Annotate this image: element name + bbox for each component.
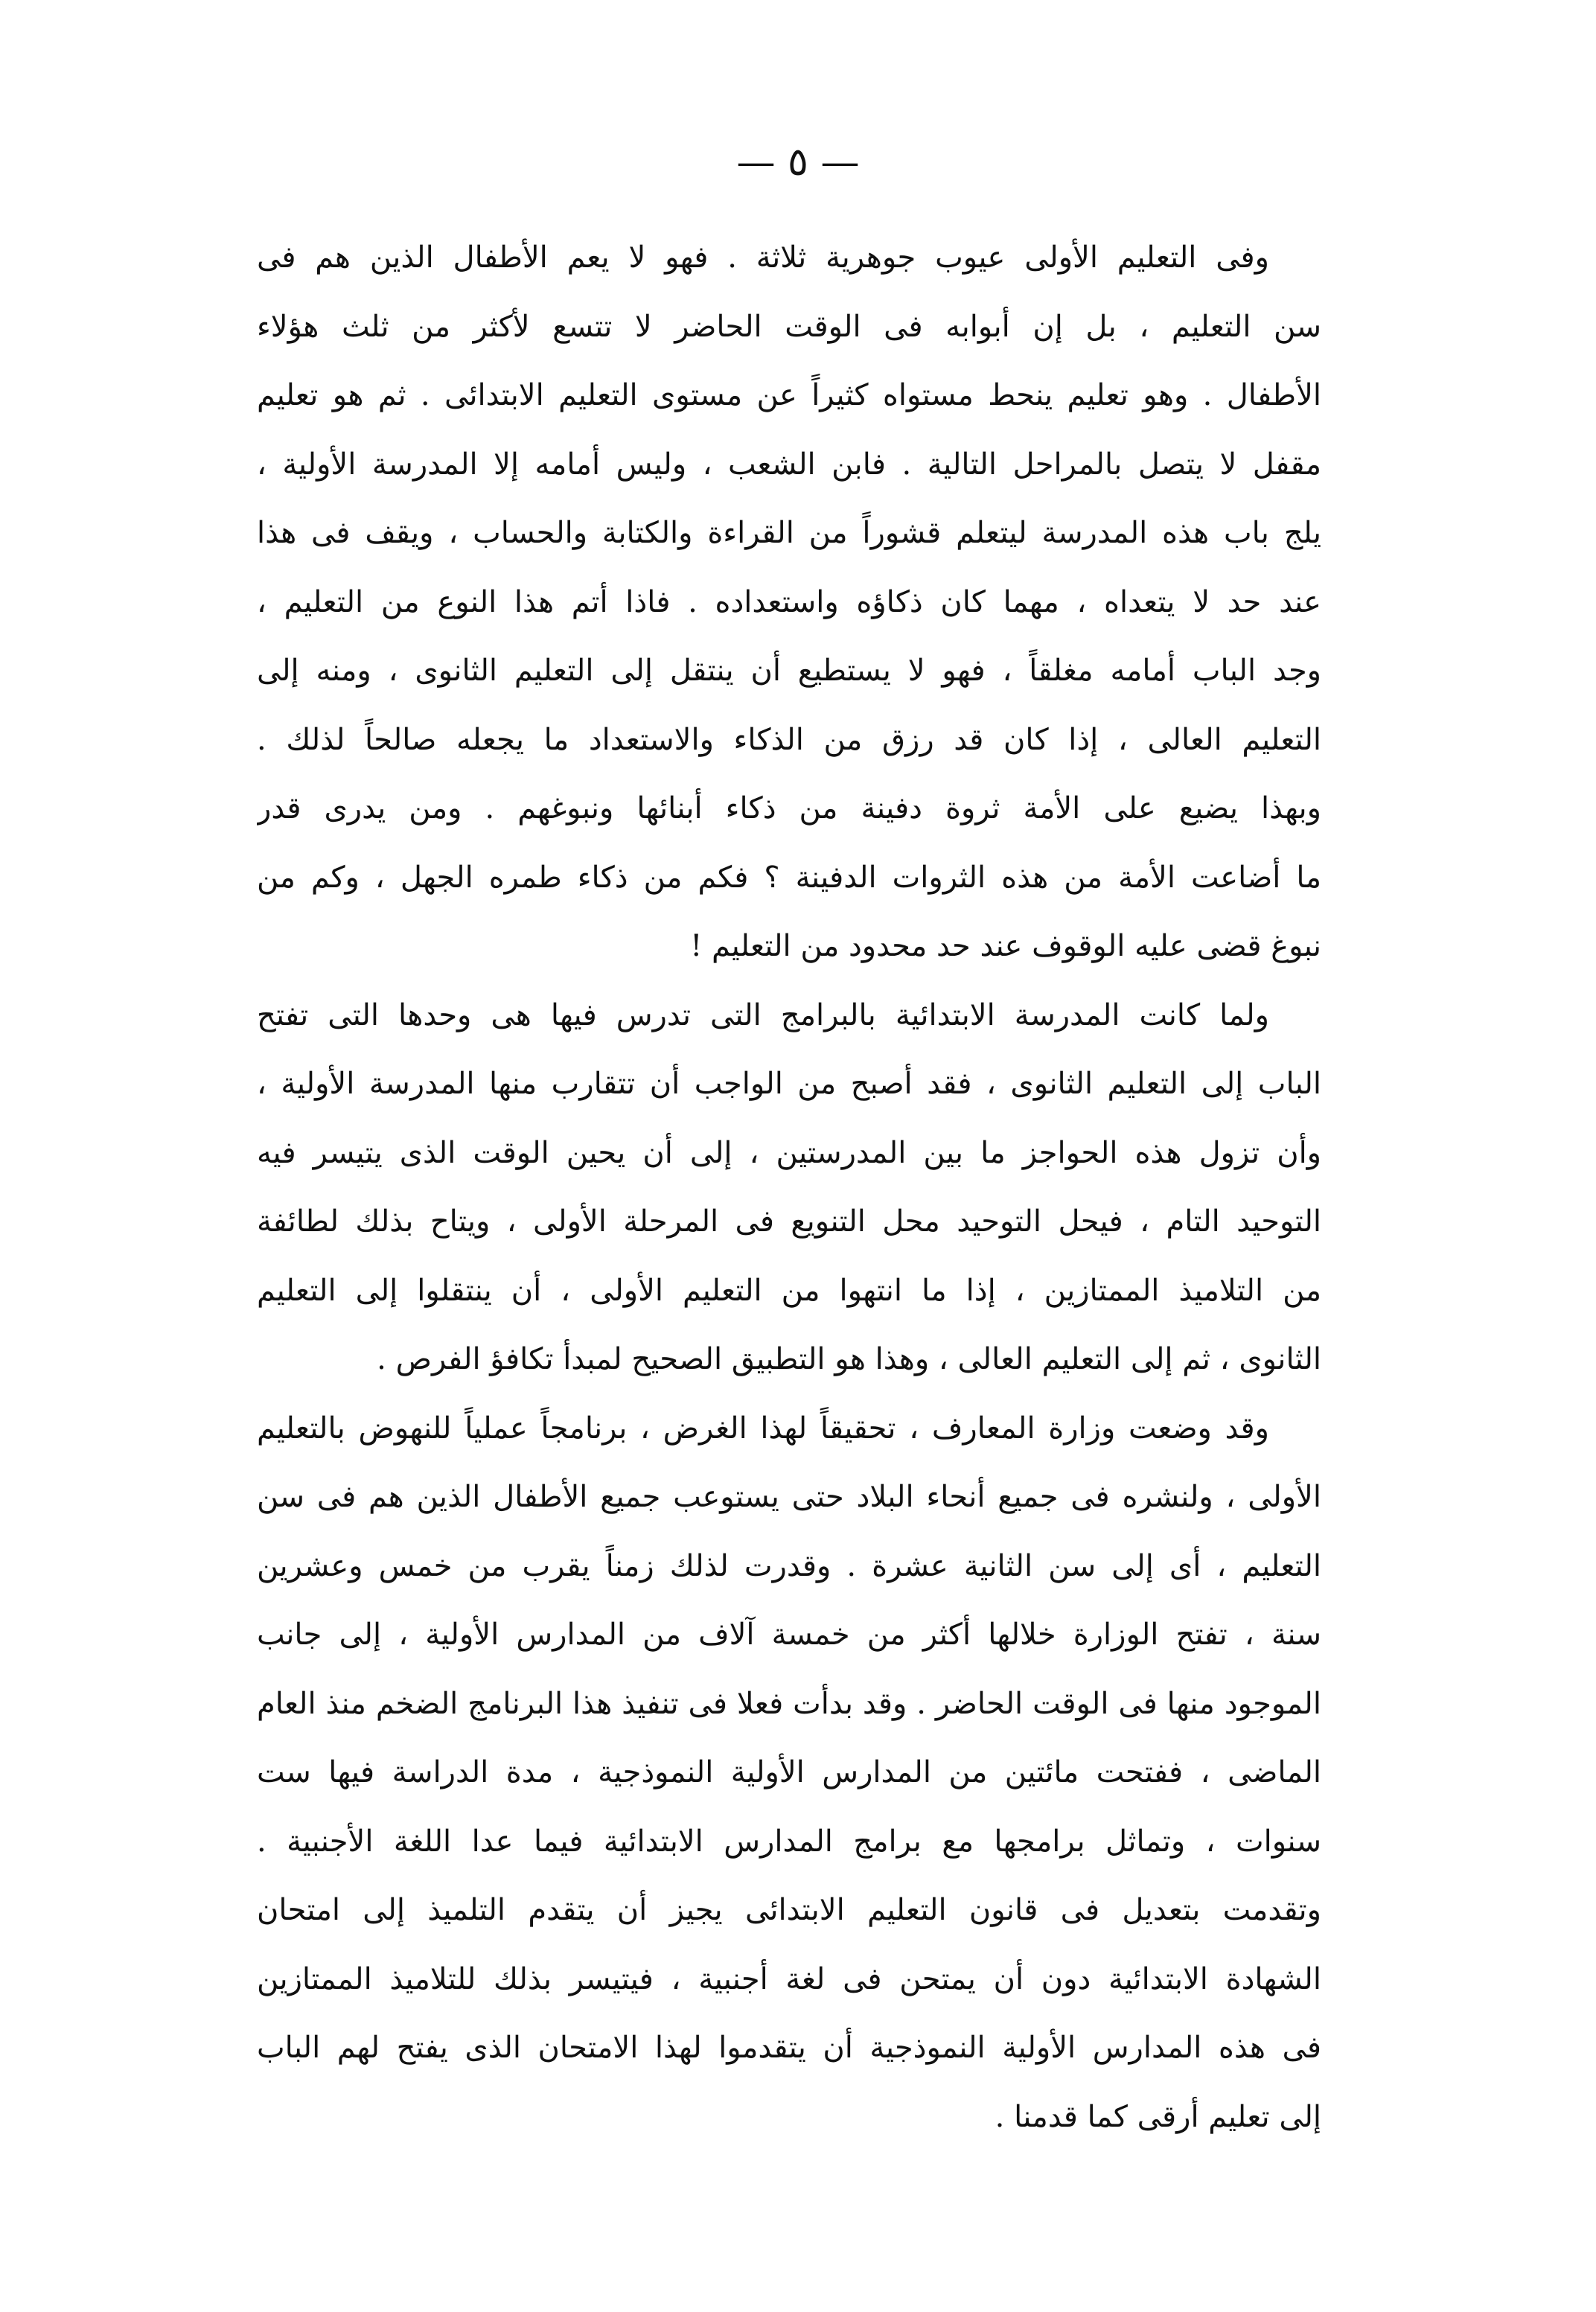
text-line: التوحيد التام ، فيحل التوحيد محل التنويع فى المرحلة الأولى ، ويتاح بذلك لطائفة: [257, 1204, 1321, 1239]
text-line: من التلاميذ الممتازين ، إذا ما انتهوا من التعليم الأولى ، أن ينتقلوا إلى التعليم: [257, 1273, 1321, 1308]
text-line: وفى التعليم الأولى عيوب جوهرية ثلاثة . فهو لا يعم الأطفال الذين هم فى: [257, 240, 1269, 275]
text-line: الأطفال . وهو تعليم ينحط مستواه كثيراً عن مستوى التعليم الابتدائى . ثم هو تعليم: [257, 378, 1321, 412]
text-line: الموجود منها فى الوقت الحاضر . وقد بدأت فعلا فى تنفيذ هذا البرنامج الضخم منذ العام: [257, 1686, 1321, 1721]
text-line: الباب إلى التعليم الثانوى ، فقد أصبح من الواجب أن تتقارب منها المدرسة الأولية ،: [257, 1067, 1321, 1101]
text-line: ما أضاعت الأمة من هذه الثروات الدفينة ؟ فكم من ذكاء طمره الجهل ، وكم من: [257, 860, 1321, 895]
text-line: فى هذه المدارس الأولية النموذجية أن يتقدموا لهذا الامتحان الذى يفتح لهم الباب: [257, 2031, 1321, 2065]
text-line: سنة ، تفتح الوزارة خلالها أكثر من خمسة آلاف من المدارس الأولية ، إلى جانب: [257, 1618, 1321, 1652]
text-line: ولما كانت المدرسة الابتدائية بالبرامج التى تدرس فيها هى وحدها التى تفتح: [257, 997, 1269, 1032]
text-line: الثانوى ، ثم إلى التعليم العالى ، وهذا هو التطبيق الصحيح لمبدأ تكافؤ الفرص .: [377, 1342, 1321, 1376]
text-line: عند حد لا يتعداه ، مهما كان ذكاؤه واستعداده . فاذا أتم هذا النوع من التعليم ،: [257, 584, 1321, 619]
text-line: الأولى ، ولنشره فى جميع أنحاء البلاد حتى يستوعب جميع الأطفال الذين هم فى سن: [257, 1480, 1321, 1514]
text-line: سن التعليم ، بل إن أبوابه فى الوقت الحاضر لا تتسع لأكثر من ثلث هؤلاء: [257, 309, 1321, 344]
text-line: نبوغ قضى عليه الوقوف عند حد محدود من التعليم !: [690, 929, 1321, 963]
text-line: مقفل لا يتصل بالمراحل التالية . فابن الشعب ، وليس أمامه إلا المدرسة الأولية ،: [257, 447, 1321, 482]
text-line: يلج باب هذه المدرسة ليتعلم قشوراً من القراءة والكتابة والحساب ، ويقف فى هذا: [257, 516, 1321, 550]
text-line: وأن تزول هذه الحواجز ما بين المدرستين ، إلى أن يحين الوقت الذى يتيسر فيه: [257, 1135, 1321, 1170]
page-number: — ٥ —: [736, 140, 860, 185]
text-line: التعليم ، أى إلى سن الثانية عشرة . وقدرت لذلك زمناً يقرب من خمس وعشرين: [257, 1548, 1321, 1583]
text-line: سنوات ، وتماثل برامجها مع برامج المدارس الابتدائية فيما عدا اللغة الأجنبية .: [257, 1824, 1321, 1859]
text-line: وقد وضعت وزارة المعارف ، تحقيقاً لهذا الغرض ، برنامجاً عملياً للنهوض بالتعليم: [257, 1411, 1269, 1446]
body-text: [257, 223, 1321, 2151]
text-line: وجد الباب أمامه مغلقاً ، فهو لا يستطيع أن ينتقل إلى التعليم الثانوى ، ومنه إلى: [257, 654, 1321, 688]
text-line: وبهذا يضيع على الأمة ثروة دفينة من ذكاء أبنائها ونبوغهم . ومن يدرى قدر: [257, 791, 1321, 826]
text-line: التعليم العالى ، إذا كان قد رزق من الذكاء والاستعداد ما يجعله صالحاً لذلك .: [257, 722, 1321, 757]
text-line: وتقدمت بتعديل فى قانون التعليم الابتدائى يجيز أن يتقدم التلميذ إلى امتحان: [257, 1893, 1321, 1927]
text-line: الشهادة الابتدائية دون أن يمتحن فى لغة أجنبية ، فيتيسر بذلك للتلاميذ الممتازين: [257, 1961, 1321, 1996]
text-line: إلى تعليم أرقى كما قدمنا .: [995, 2099, 1321, 2134]
text-line: الماضى ، ففتحت مائتين من المدارس الأولية النموذجية ، مدة الدراسة فيها ست: [257, 1755, 1321, 1789]
